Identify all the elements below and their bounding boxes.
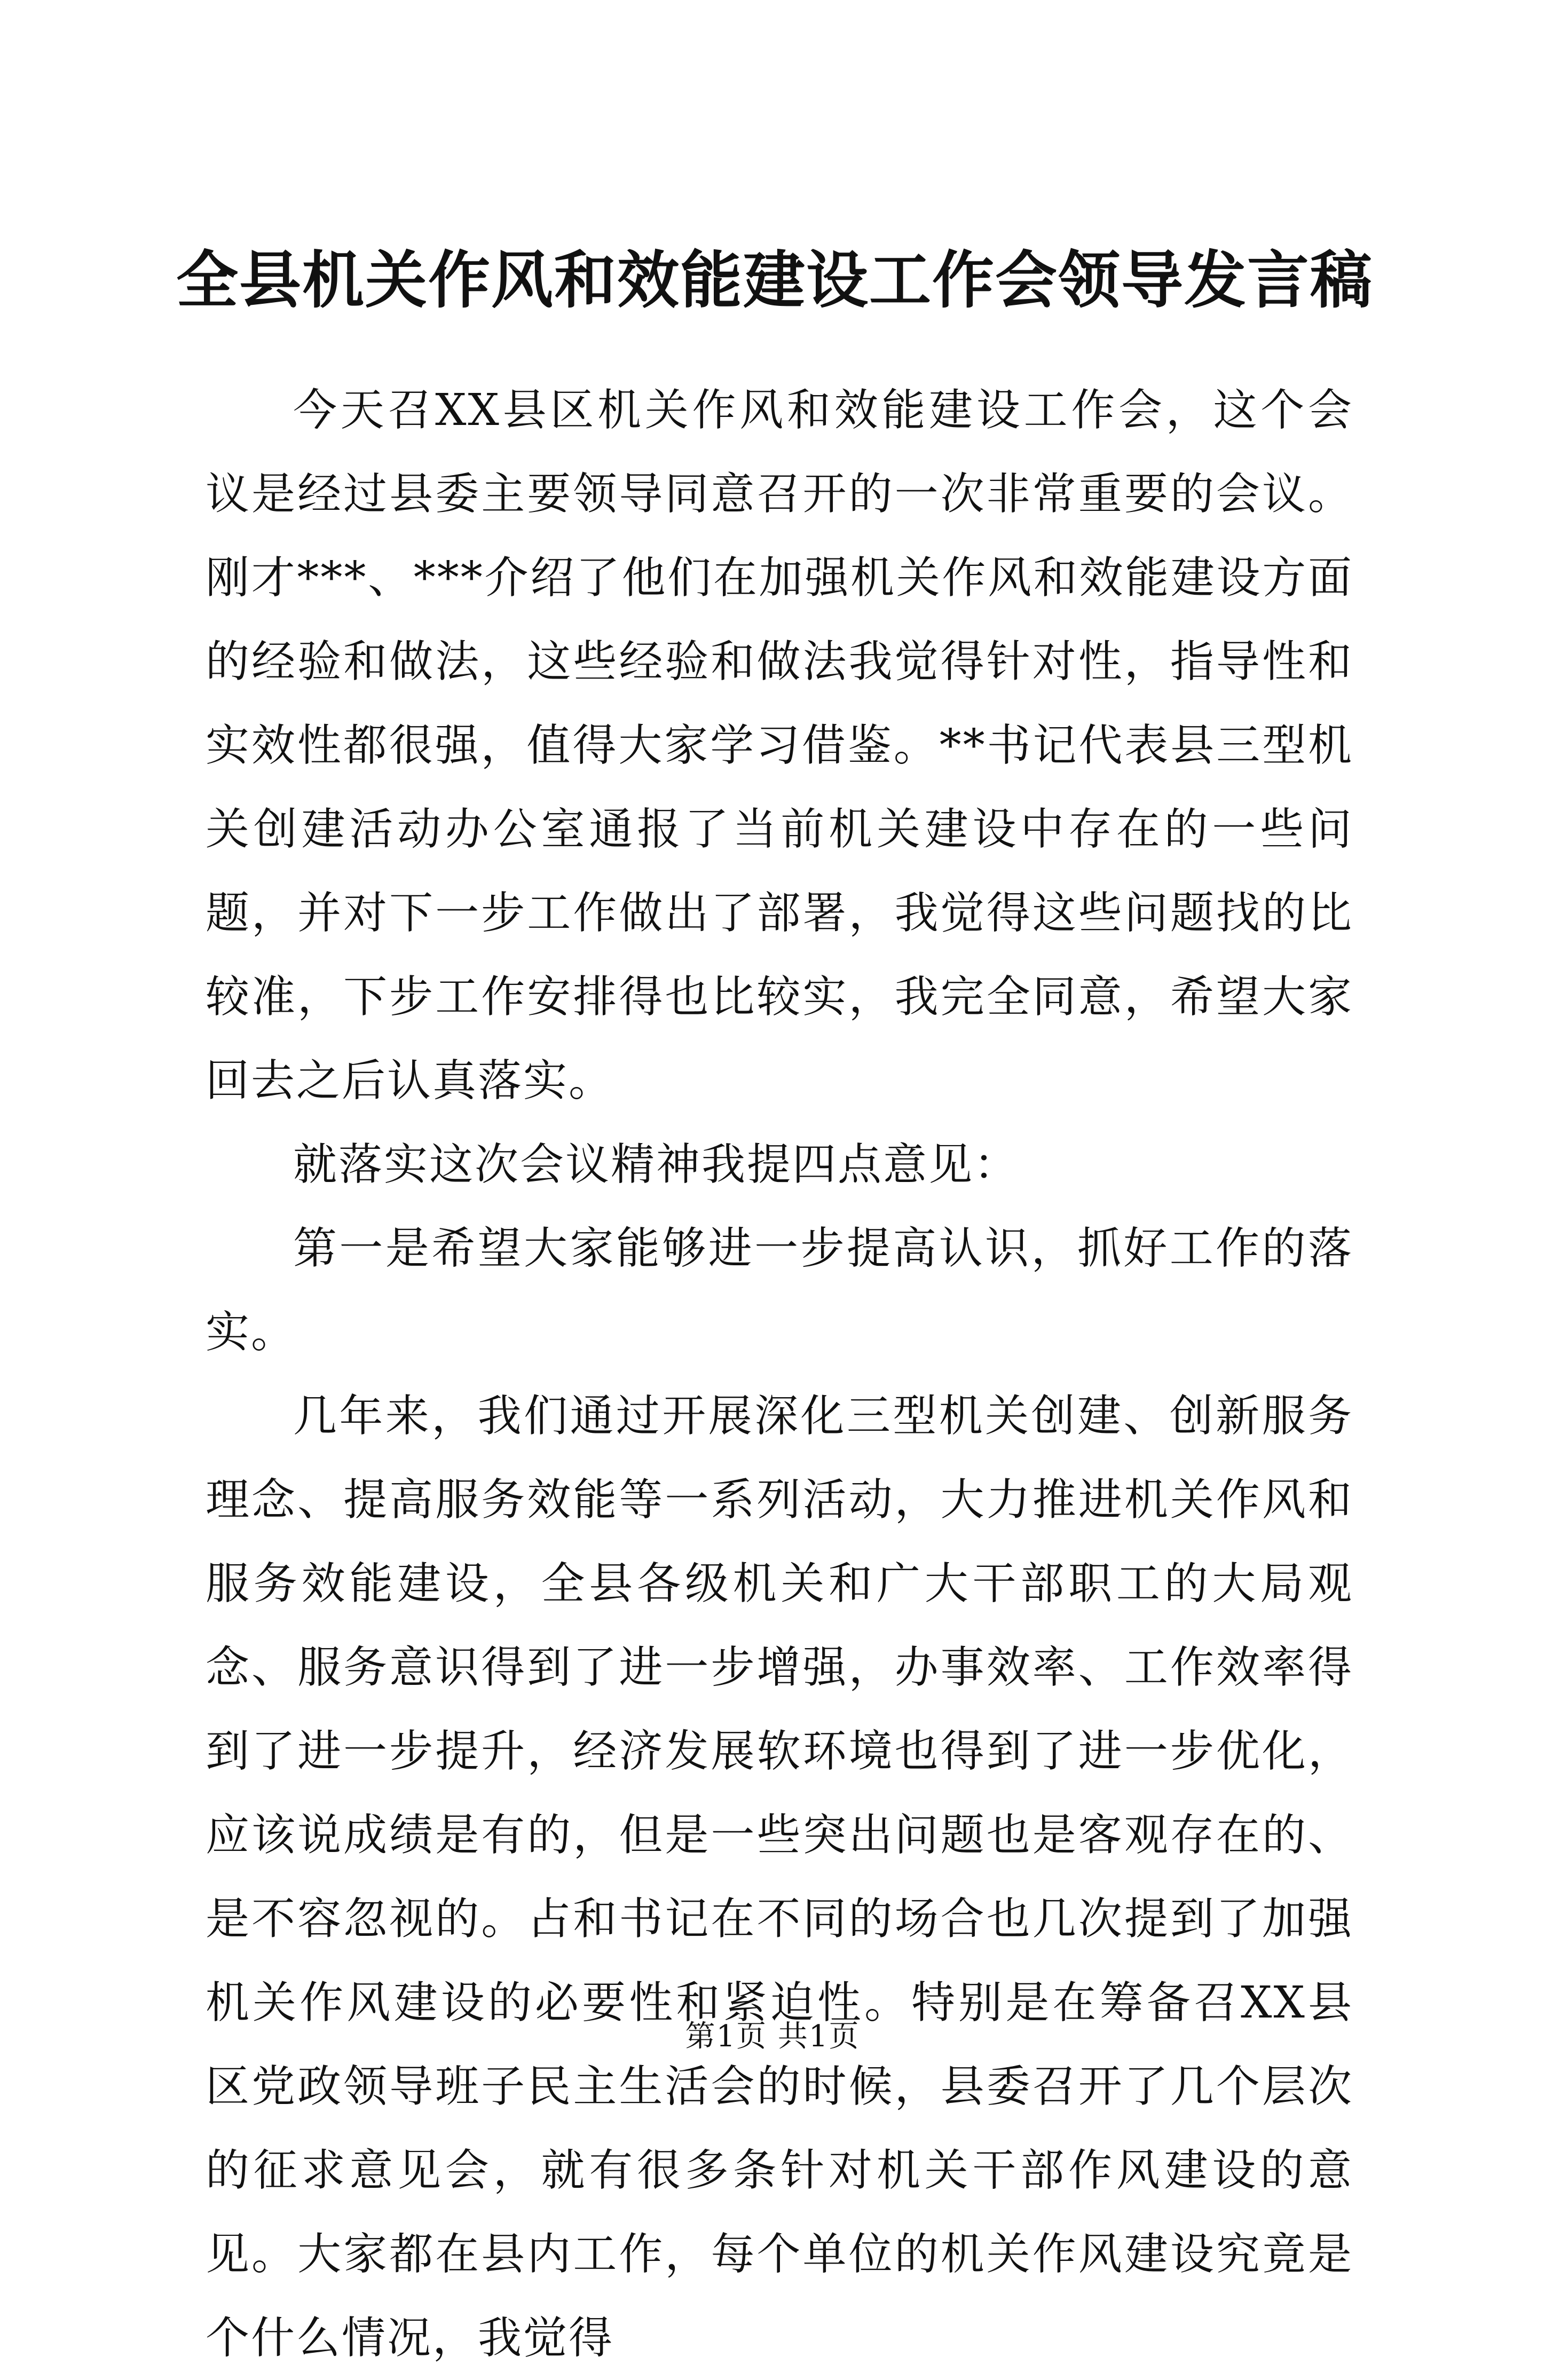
document-title: 全县机关作风和效能建设工作会领导发言稿 [176,244,1373,317]
paragraph-1: 今天召XX县区机关作风和效能建设工作会，这个会议是经过县委主要领导同意召开的一次非常重要的会议。刚才***、***介绍了他们在加强机关作风和效能建设方面的经验和做法，这些经验和做法我觉得针对性，指导性和实效性都很强，值得大家学习借鉴。**书记代表县三型机关创建活动办公室通报了当前机关建设中存在的一些问题，并对下一步工作做出了部署，我觉得这些问题找的比较准，下步工作安排得也比较实，我完全同意，希望大家回去之后认真落实。 [206,385,1353,1106]
paragraph-4: 几年来，我们通过开展深化三型机关创建、创新服务理念、提高服务效能等一系列活动，大力推进机关作风和服务效能建设，全县各级机关和广大干部职工的大局观念、服务意识得到了进一步增强，办事效率、工作效率得到了进一步提升，经济发展软环境也得到了进一步优化，应该说成绩是有的，但是一些突出问题也是客观存在的、是不容忽视的。占和书记在不同的场合也几次提到了加强机关作风建设的必要性和紧迫性。特别是在筹备召XX县区党政领导班子民主生活会的时候，县委召开了几个层次的征求意见会，就有很多条针对机关干部作风建设的意见。大家都在县内工作，每个单位的机关作风建设究竟是个什么情况，我觉得 [206,1391,1353,2363]
paragraph-2: 就落实这次会议精神我提四点意见： [293,1139,1020,1190]
page-footer: 第1页 共1页 [685,2019,860,2054]
paragraph-3: 第一是希望大家能够进一步提高认识，抓好工作的落实。 [206,1223,1353,1358]
document-body [206,368,1353,2380]
